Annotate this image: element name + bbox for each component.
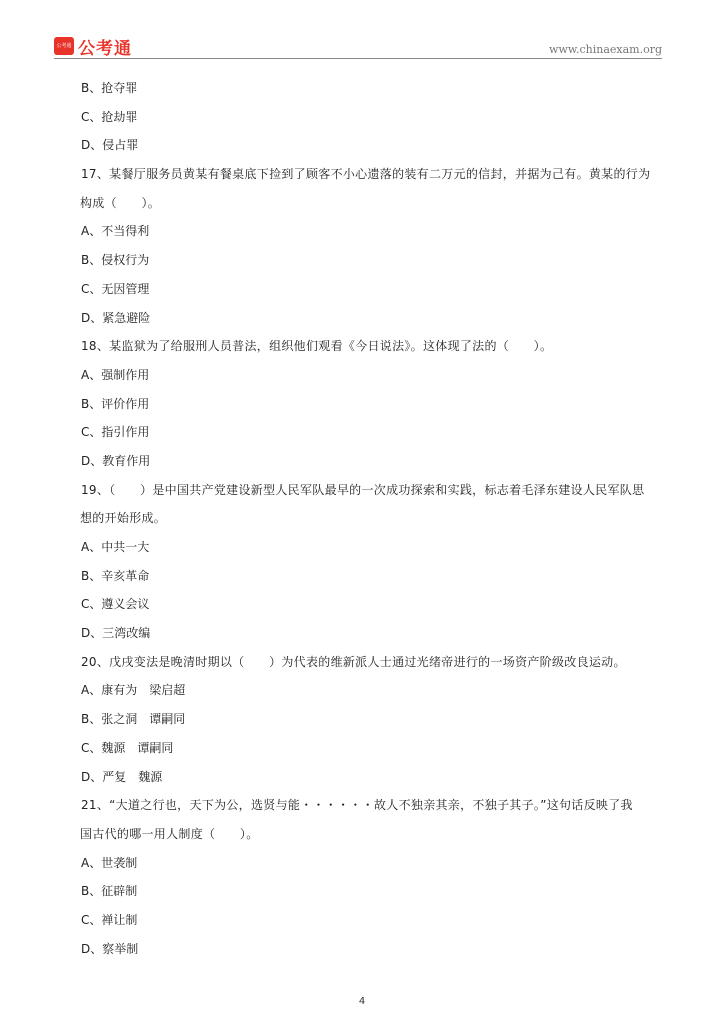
option-line: B、评价作用 bbox=[81, 396, 150, 411]
option-line: C、禅让制 bbox=[81, 912, 138, 927]
option-line: D、侵占罪 bbox=[81, 138, 139, 153]
option-line: C、遵义会议 bbox=[81, 597, 150, 612]
question-18-stem: 18、某监狱为了给服刑人员普法，组织他们观看《今日说法》。这体现了法的（ ）。 bbox=[81, 339, 553, 354]
page-header bbox=[54, 36, 662, 59]
question-17-stem-continued: 构成（ ）。 bbox=[80, 195, 161, 210]
question-19-stem: 19、（ ）是中国共产党建设新型人民军队最早的一次成功探索和实践，标志着毛泽东建设人民军队思 bbox=[81, 482, 645, 497]
option-line: A、强制作用 bbox=[81, 367, 150, 382]
option-line: C、抢劫罪 bbox=[81, 109, 138, 124]
question-content bbox=[81, 78, 671, 967]
question-19-stem-continued: 想的开始形成。 bbox=[80, 511, 167, 526]
option-line: A、中共一大 bbox=[81, 540, 150, 554]
question-20-stem: 20、戊戌变法是晚清时期以（ ）为代表的维新派人士通过光绪帝进行的一场资产阶级改良运动。 bbox=[81, 654, 626, 669]
option-line: D、严复 魏源 bbox=[81, 769, 163, 784]
option-line: D、教育作用 bbox=[81, 453, 151, 468]
option-line: D、三湾改编 bbox=[81, 626, 151, 641]
option-line: B、张之洞 谭嗣同 bbox=[81, 712, 186, 727]
option-line: C、无因管理 bbox=[81, 281, 150, 296]
option-line: A、康有为 梁启超 bbox=[81, 683, 186, 698]
option-line: A、世袭制 bbox=[81, 855, 138, 870]
option-line: B、辛亥革命 bbox=[81, 568, 150, 583]
option-line: C、魏源 谭嗣同 bbox=[81, 740, 174, 755]
option-line: B、侵权行为 bbox=[81, 253, 150, 268]
option-line: D、察举制 bbox=[81, 941, 139, 956]
question-21-stem-continued: 国古代的哪一用人制度（ ）。 bbox=[80, 826, 259, 841]
page-number: 4 bbox=[358, 996, 366, 1007]
option-line: B、征辟制 bbox=[81, 884, 138, 899]
site-url: www.chinaexam.org bbox=[549, 43, 662, 56]
option-line: A、不当得利 bbox=[81, 224, 150, 239]
question-17-stem: 17、某餐厅服务员黄某有餐桌底下捡到了顾客不小心遗落的装有二万元的信封，并据为己有。黄某的行为 bbox=[81, 167, 651, 182]
option-line: C、指引作用 bbox=[81, 425, 150, 440]
option-line: B、抢夺罪 bbox=[81, 81, 138, 95]
logo bbox=[54, 36, 132, 59]
question-21-stem: 21、“大道之行也，天下为公，选贤与能・・・・・・故人不独亲其亲，不独子其子。”这句话反映了我 bbox=[81, 798, 633, 813]
option-line: D、紧急避险 bbox=[81, 310, 151, 325]
logo-badge-icon: 公考通 bbox=[54, 37, 74, 55]
logo-text: 公考通 bbox=[78, 38, 132, 59]
